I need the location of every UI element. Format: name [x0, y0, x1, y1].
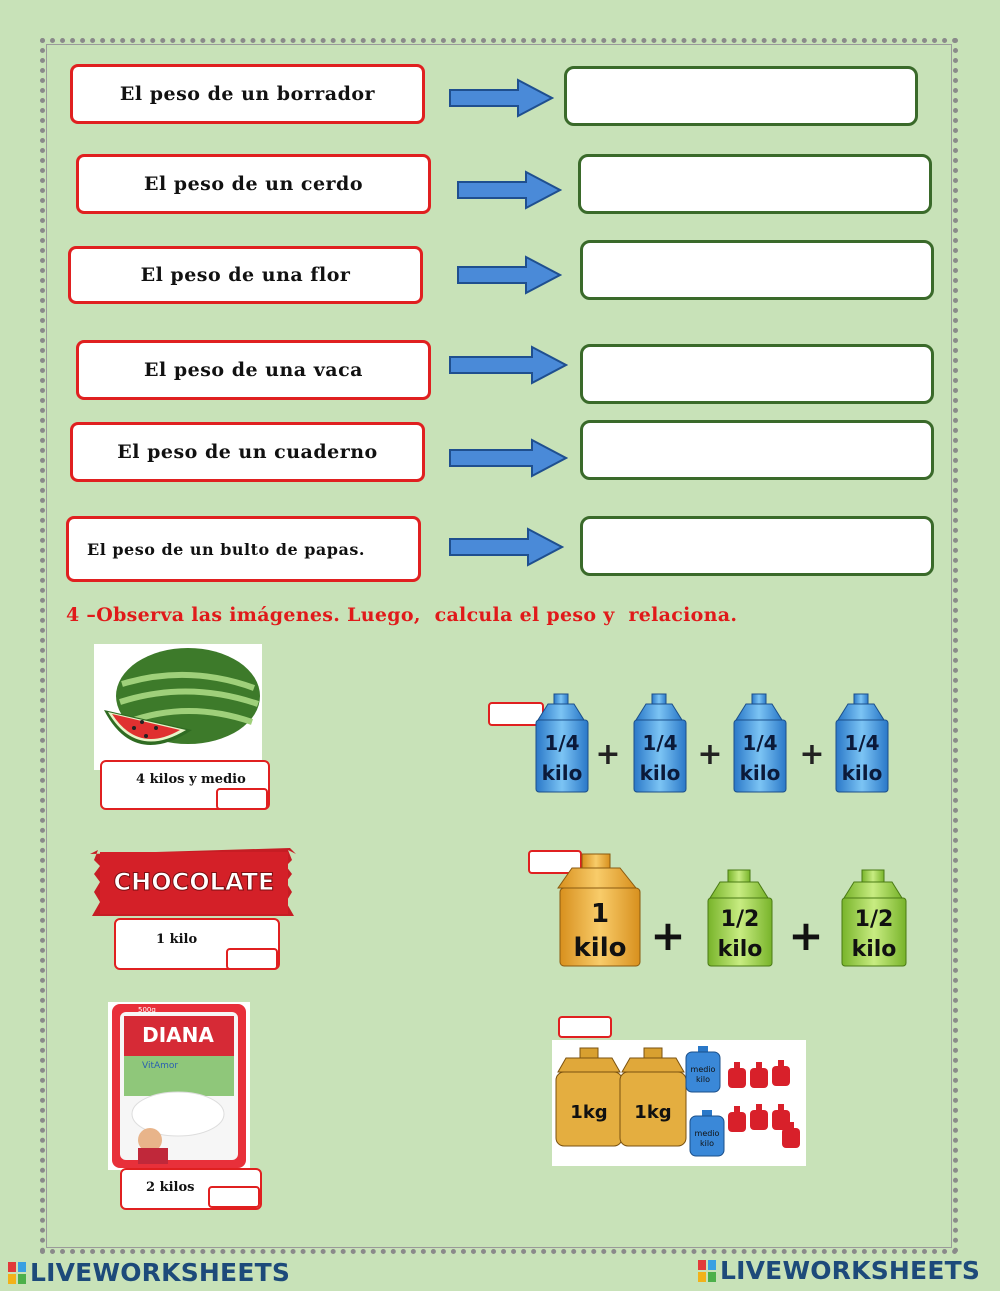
svg-text:1/2: 1/2	[720, 907, 760, 932]
svg-text:VitAmor: VitAmor	[142, 1061, 179, 1071]
medio-kilo-weight-icon	[690, 1110, 724, 1156]
small-red-weights-icon	[728, 1060, 800, 1148]
svg-text:1/4: 1/4	[844, 731, 880, 755]
one-kilo-weight-icon	[558, 854, 640, 966]
half-kilo-weight-icon	[842, 870, 906, 966]
svg-text:CHOCOLATE: CHOCOLATE	[113, 868, 275, 896]
half-kilo-weight-icon	[708, 870, 772, 966]
arrow-icon	[448, 527, 564, 567]
liveworksheets-logo-left: LIVEWORKSHEETS	[8, 1258, 290, 1287]
svg-text:500g: 500g	[138, 1006, 156, 1014]
label-borrador: El peso de un borrador	[70, 64, 425, 124]
svg-text:+: +	[595, 737, 621, 772]
svg-text:kilo: kilo	[696, 1075, 710, 1084]
arrow-icon	[456, 170, 562, 210]
svg-text:kilo: kilo	[717, 937, 763, 962]
svg-text:kilo: kilo	[700, 1139, 714, 1148]
rice-bag-image	[108, 1002, 250, 1170]
svg-text:1/4: 1/4	[544, 731, 580, 755]
answer-box-cerdo[interactable]	[578, 154, 932, 214]
caption-watermelon: 4 kilos y medio	[100, 760, 270, 810]
caption-chocolate: 1 kilo	[114, 918, 280, 970]
liveworksheets-icon	[8, 1262, 26, 1284]
section-heading: 4 –Observa las imágenes. Luego, calcula el peso y relaciona.	[66, 604, 738, 626]
answer-box-vaca[interactable]	[580, 344, 934, 404]
svg-text:kilo: kilo	[541, 761, 583, 785]
answer-box-cuaderno[interactable]	[580, 420, 934, 480]
answer-input-rice[interactable]	[208, 1186, 260, 1208]
chocolate-image	[84, 846, 302, 920]
quarter-kilo-weight-icon	[734, 694, 786, 792]
svg-text:1: 1	[590, 899, 610, 929]
svg-text:kilo: kilo	[841, 761, 883, 785]
caption-rice: 2 kilos	[120, 1168, 262, 1210]
svg-text:1kg: 1kg	[634, 1102, 672, 1123]
medio-kilo-weight-icon	[686, 1046, 720, 1092]
weight-input-row3[interactable]	[558, 1016, 612, 1038]
watermelon-icon	[94, 644, 262, 770]
quarter-kilo-weight-icon	[836, 694, 888, 792]
rice-bag-icon	[108, 1002, 250, 1170]
label-cerdo: El peso de un cerdo	[76, 154, 431, 214]
liveworksheets-logo-right: LIVEWORKSHEETS	[698, 1256, 980, 1285]
answer-box-flor[interactable]	[580, 240, 934, 300]
chocolate-bar-icon	[84, 846, 302, 920]
answer-input-watermelon[interactable]	[216, 788, 268, 810]
weights-mixed-image	[552, 1040, 806, 1166]
weights-quarter-kilo-group	[530, 692, 900, 800]
arrow-icon	[448, 78, 554, 118]
kg-weight-icon	[556, 1048, 622, 1146]
svg-text:kilo: kilo	[739, 761, 781, 785]
liveworksheets-icon	[698, 1260, 716, 1282]
arrow-icon	[456, 255, 562, 295]
svg-text:+: +	[788, 911, 824, 960]
arrow-icon	[448, 345, 568, 385]
svg-text:kilo: kilo	[573, 933, 627, 963]
label-cuaderno: El peso de un cuaderno	[70, 422, 425, 482]
answer-box-borrador[interactable]	[564, 66, 918, 126]
svg-text:medio: medio	[694, 1129, 720, 1138]
svg-text:medio: medio	[690, 1065, 716, 1074]
svg-text:kilo: kilo	[639, 761, 681, 785]
arrow-icon	[448, 438, 568, 478]
svg-text:1kg: 1kg	[570, 1102, 608, 1123]
svg-text:1/2: 1/2	[854, 907, 894, 932]
svg-text:kilo: kilo	[851, 937, 897, 962]
quarter-kilo-weight-icon	[536, 694, 588, 792]
svg-text:1/4: 1/4	[742, 731, 778, 755]
mixed-weights-icon	[552, 1040, 806, 1166]
svg-text:DIANA: DIANA	[142, 1023, 214, 1047]
svg-text:+: +	[650, 911, 686, 960]
quarter-kilo-weight-icon	[634, 694, 686, 792]
label-vaca: El peso de una vaca	[76, 340, 431, 400]
watermelon-image	[94, 644, 262, 770]
answer-input-chocolate[interactable]	[226, 948, 278, 970]
svg-text:+: +	[799, 737, 825, 772]
kg-weight-icon	[620, 1048, 686, 1146]
svg-text:+: +	[697, 737, 723, 772]
answer-box-bulto-papas[interactable]	[580, 516, 934, 576]
label-bulto-papas: El peso de un bulto de papas.	[66, 516, 421, 582]
weights-kilo-half-group	[556, 852, 912, 970]
label-flor: El peso de una flor	[68, 246, 423, 304]
svg-text:1/4: 1/4	[642, 731, 678, 755]
